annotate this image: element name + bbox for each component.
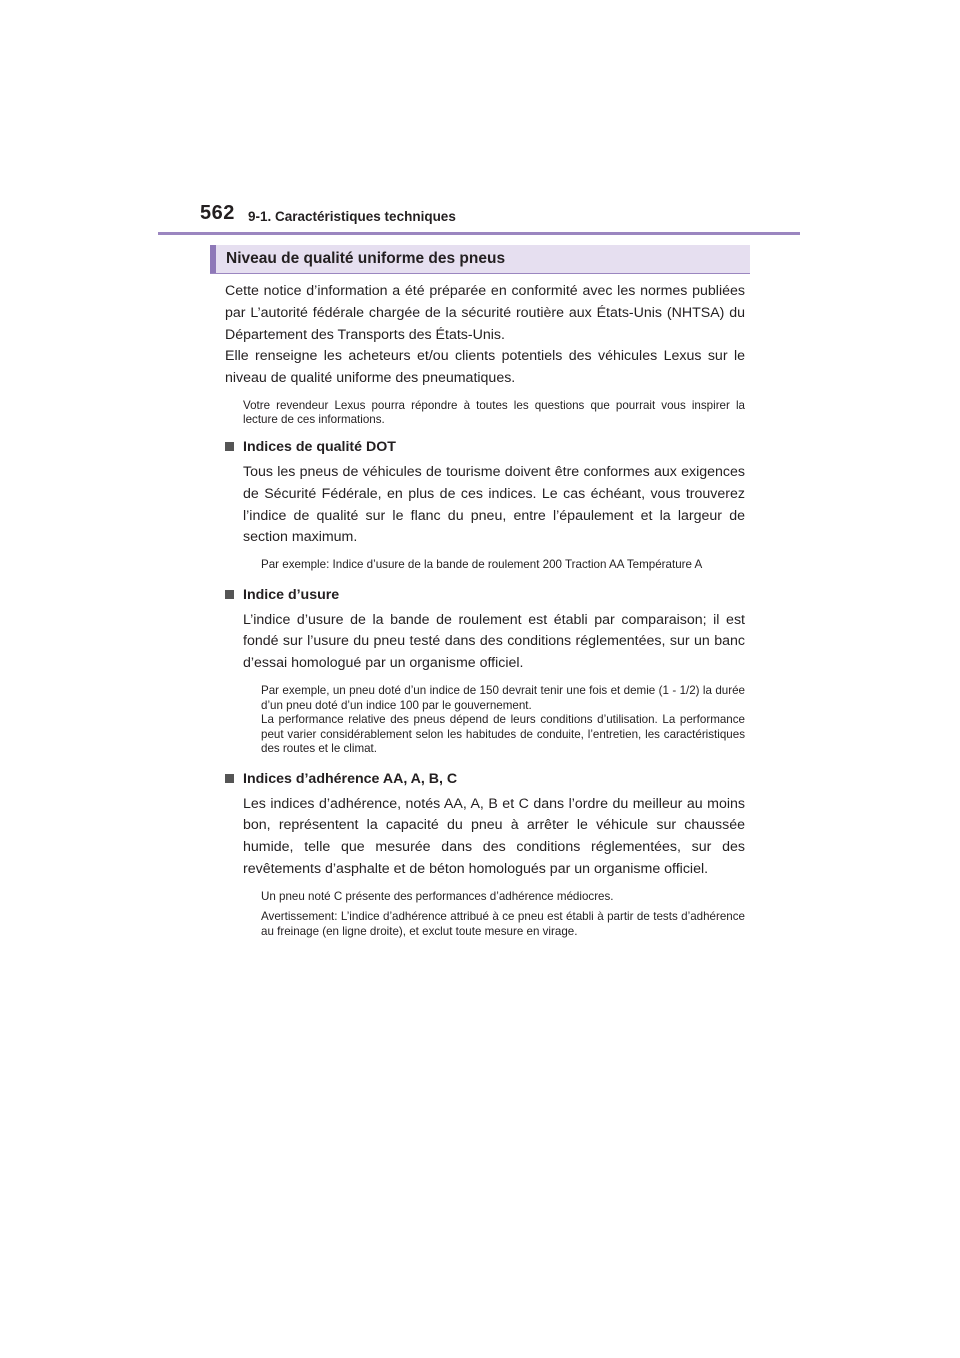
traction-heading-text: Indices d’adhérence AA, A, B, C [243,770,458,787]
dot-heading-text: Indices de qualité DOT [243,438,396,455]
section-title: Niveau de qualité uniforme des pneus [226,250,506,267]
traction-paragraph: Les indices d’adhérence, notés AA, A, B et C dans l’ordre du meilleur au moins bon, représentent la capacité du pneu à arrêter le véhicule sur chaussée humide, telle que mesurée dans des conditions réglementées, sur des revêtements d’asphalte et de béton homologués par un organisme officiel. [243,795,745,877]
bullet-square-icon [225,590,234,599]
wear-note-1: Par exemple, un pneu doté d’un indice de 150 devrait tenir une fois et demie (1 - 1/2) la durée d’un pneu doté d’un indice 100 par le gouvernement. [261,684,745,712]
bullet-square-icon [225,774,234,783]
chapter-title: 9-1. Caractéristiques techniques [248,209,456,224]
traction-note-1: Un pneu noté C présente des performances d’adhérence médiocres. [261,889,614,903]
wear-heading [225,585,745,606]
wear-paragraph: L’indice d’usure de la bande de roulement est établi par comparaison; il est fondé sur l’usure du pneu testé dans des conditions réglementées, sur un banc d’essai homologué par un organisme officiel. [243,611,745,672]
dot-heading [225,437,745,458]
traction-note-2: Avertissement: L’indice d’adhérence attribué à ce pneu est établi à partir de tests d’adhérence au freinage (en ligne droite), et exclut toute mesure en virage. [261,910,745,938]
traction-heading [225,769,745,790]
section-title-box [210,245,750,274]
intro-note: Votre revendeur Lexus pourra répondre à toutes les questions que pourrait vous inspirer la lecture de ces informations. [243,398,745,427]
page-content [225,281,745,939]
dot-note: Par exemple: Indice d’usure de la bande de roulement 200 Traction AA Température A [261,558,703,572]
page-number: 562 [200,202,235,224]
header-rule [158,232,800,235]
section-accent-bar [210,245,216,273]
bullet-square-icon [225,442,234,451]
dot-paragraph: Tous les pneus de véhicules de tourisme doivent être conformes aux exigences de Sécurité Fédérale, en plus de ces indices. Le cas échéant, vous trouverez l’indice de qualité sur le flanc du pneu, entre l’épaulement et la largeur de section maximum. [243,463,745,546]
intro-paragraph-1: Cette notice d’information a été préparée en conformité avec les normes publiées par L’autorité fédérale chargée de la sécurité routière aux États-Unis (NHTSA) du Département des Transports des États-Unis. [225,283,745,343]
wear-heading-text: Indice d’usure [243,586,340,603]
intro-paragraph-2: Elle renseigne les acheteurs et/ou clients potentiels des véhicules Lexus sur le niveau de qualité uniforme des pneumatiques. [225,348,745,387]
wear-note-2: La performance relative des pneus dépend de leurs conditions d’utilisation. La performance peut varier considérablement selon les habitudes de conduite, l’entretien, les caractéristiques des routes et le climat. [261,713,745,756]
